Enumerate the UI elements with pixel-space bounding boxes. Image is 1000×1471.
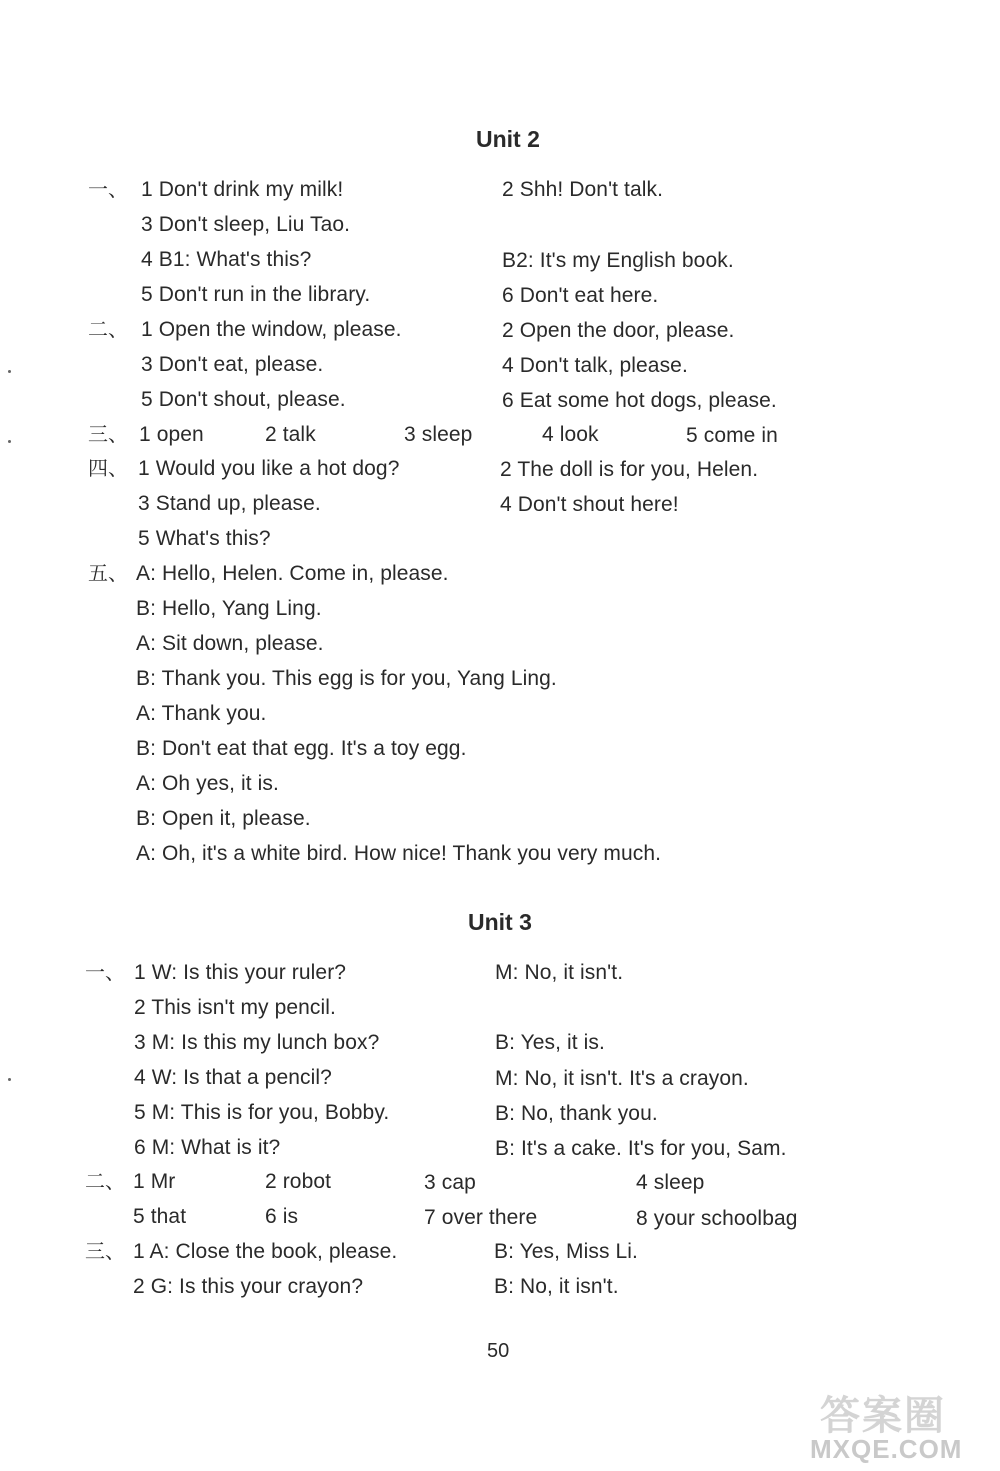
answer-line: 3 Don't sleep, Liu Tao. [141, 213, 351, 236]
answer-line: 2 Shh! Don't talk. [502, 178, 664, 201]
answer-word: 8 your schoolbag [636, 1207, 798, 1230]
answer-line: 6 Eat some hot dogs, please. [502, 389, 777, 412]
answer-line: 4 B1: What's this? [141, 248, 312, 271]
section-marker: 二、 [85, 1169, 125, 1193]
answer-line: 5 M: This is for you, Bobby. [134, 1101, 390, 1124]
dialogue-line: B: Don't eat that egg. It's a toy egg. [136, 737, 467, 760]
section-marker: 五、 [88, 561, 128, 585]
answer-word: 6 is [265, 1205, 299, 1228]
watermark-logo [800, 1380, 992, 1466]
answer-line: 3 Don't eat, please. [141, 353, 324, 376]
answer-line: 1 A: Close the book, please. [133, 1240, 398, 1263]
answer-word: 2 robot [265, 1170, 332, 1193]
section-marker: 二、 [88, 317, 128, 341]
answer-line: 6 Don't eat here. [502, 284, 659, 307]
section-marker: 三、 [85, 1239, 125, 1263]
answer-word: 1 Mr [133, 1170, 176, 1193]
dialogue-line: A: Sit down, please. [136, 632, 324, 655]
section-marker: 一、 [85, 960, 125, 984]
answer-line: 2 This isn't my pencil. [134, 996, 336, 1019]
section-marker: 三、 [88, 422, 128, 446]
dialogue-line: A: Oh yes, it is. [136, 772, 279, 795]
watermark-text: MXQE.COM [810, 1434, 963, 1464]
answer-word: 1 open [139, 423, 204, 446]
answer-word: 3 sleep [404, 423, 473, 446]
answer-line: 1 Open the window, please. [141, 318, 402, 341]
answer-line: 5 Don't shout, please. [141, 388, 346, 411]
answer-line: B: It's a cake. It's for you, Sam. [495, 1137, 787, 1160]
answer-line: B: No, it isn't. [494, 1275, 619, 1298]
answer-line: 2 The doll is for you, Helen. [500, 458, 759, 481]
answer-word: 4 sleep [636, 1171, 705, 1194]
answer-line: B: Yes, it is. [495, 1031, 605, 1054]
answer-word: 5 come in [686, 424, 778, 447]
answer-word: 3 cap [424, 1171, 476, 1194]
scan-speck [8, 370, 11, 373]
scan-speck [8, 440, 11, 443]
answer-line: M: No, it isn't. [495, 961, 624, 984]
page-number: 50 [487, 1340, 510, 1362]
dialogue-line: A: Thank you. [136, 702, 267, 725]
section-marker: 一、 [88, 177, 128, 201]
answer-line: 2 Open the door, please. [502, 319, 735, 342]
answer-word: 2 talk [265, 423, 316, 446]
answer-line: B: Yes, Miss Li. [494, 1240, 638, 1263]
answer-line: 3 Stand up, please. [138, 492, 321, 515]
dialogue-line: B: Hello, Yang Ling. [136, 597, 322, 620]
answer-word: 4 look [542, 423, 599, 446]
dialogue-line: A: Oh, it's a white bird. How nice! Thank you very much. [136, 842, 662, 865]
answer-line: M: No, it isn't. It's a crayon. [495, 1067, 749, 1090]
watermark-cn: 答案圈 [820, 1394, 946, 1438]
answer-line: 1 W: Is this your ruler? [134, 961, 347, 984]
answer-word: 7 over there [424, 1206, 538, 1229]
unit-2-title: Unit 2 [476, 126, 540, 152]
answer-line: B2: It's my English book. [502, 249, 734, 272]
answer-line: 6 M: What is it? [134, 1136, 281, 1159]
answer-word: 5 that [133, 1205, 187, 1228]
answer-line: 4 Don't talk, please. [502, 354, 688, 377]
answer-line: 5 What's this? [138, 527, 271, 550]
answer-line: 1 Would you like a hot dog? [138, 457, 400, 480]
answer-line: 5 Don't run in the library. [141, 283, 371, 306]
unit-3-title: Unit 3 [468, 909, 532, 935]
dialogue-line: A: Hello, Helen. Come in, please. [136, 562, 449, 585]
answer-line: B: No, thank you. [495, 1102, 658, 1125]
answer-line: 4 Don't shout here! [500, 493, 679, 516]
section-marker: 四、 [88, 456, 128, 480]
answer-line: 1 Don't drink my milk! [141, 178, 344, 201]
answer-line: 4 W: Is that a pencil? [134, 1066, 332, 1089]
answer-line: 3 M: Is this my lunch box? [134, 1031, 380, 1054]
dialogue-line: B: Thank you. This egg is for you, Yang Ling. [136, 667, 557, 690]
answer-line: 2 G: Is this your crayon? [133, 1275, 364, 1298]
scan-speck [8, 1078, 11, 1081]
dialogue-line: B: Open it, please. [136, 807, 311, 830]
